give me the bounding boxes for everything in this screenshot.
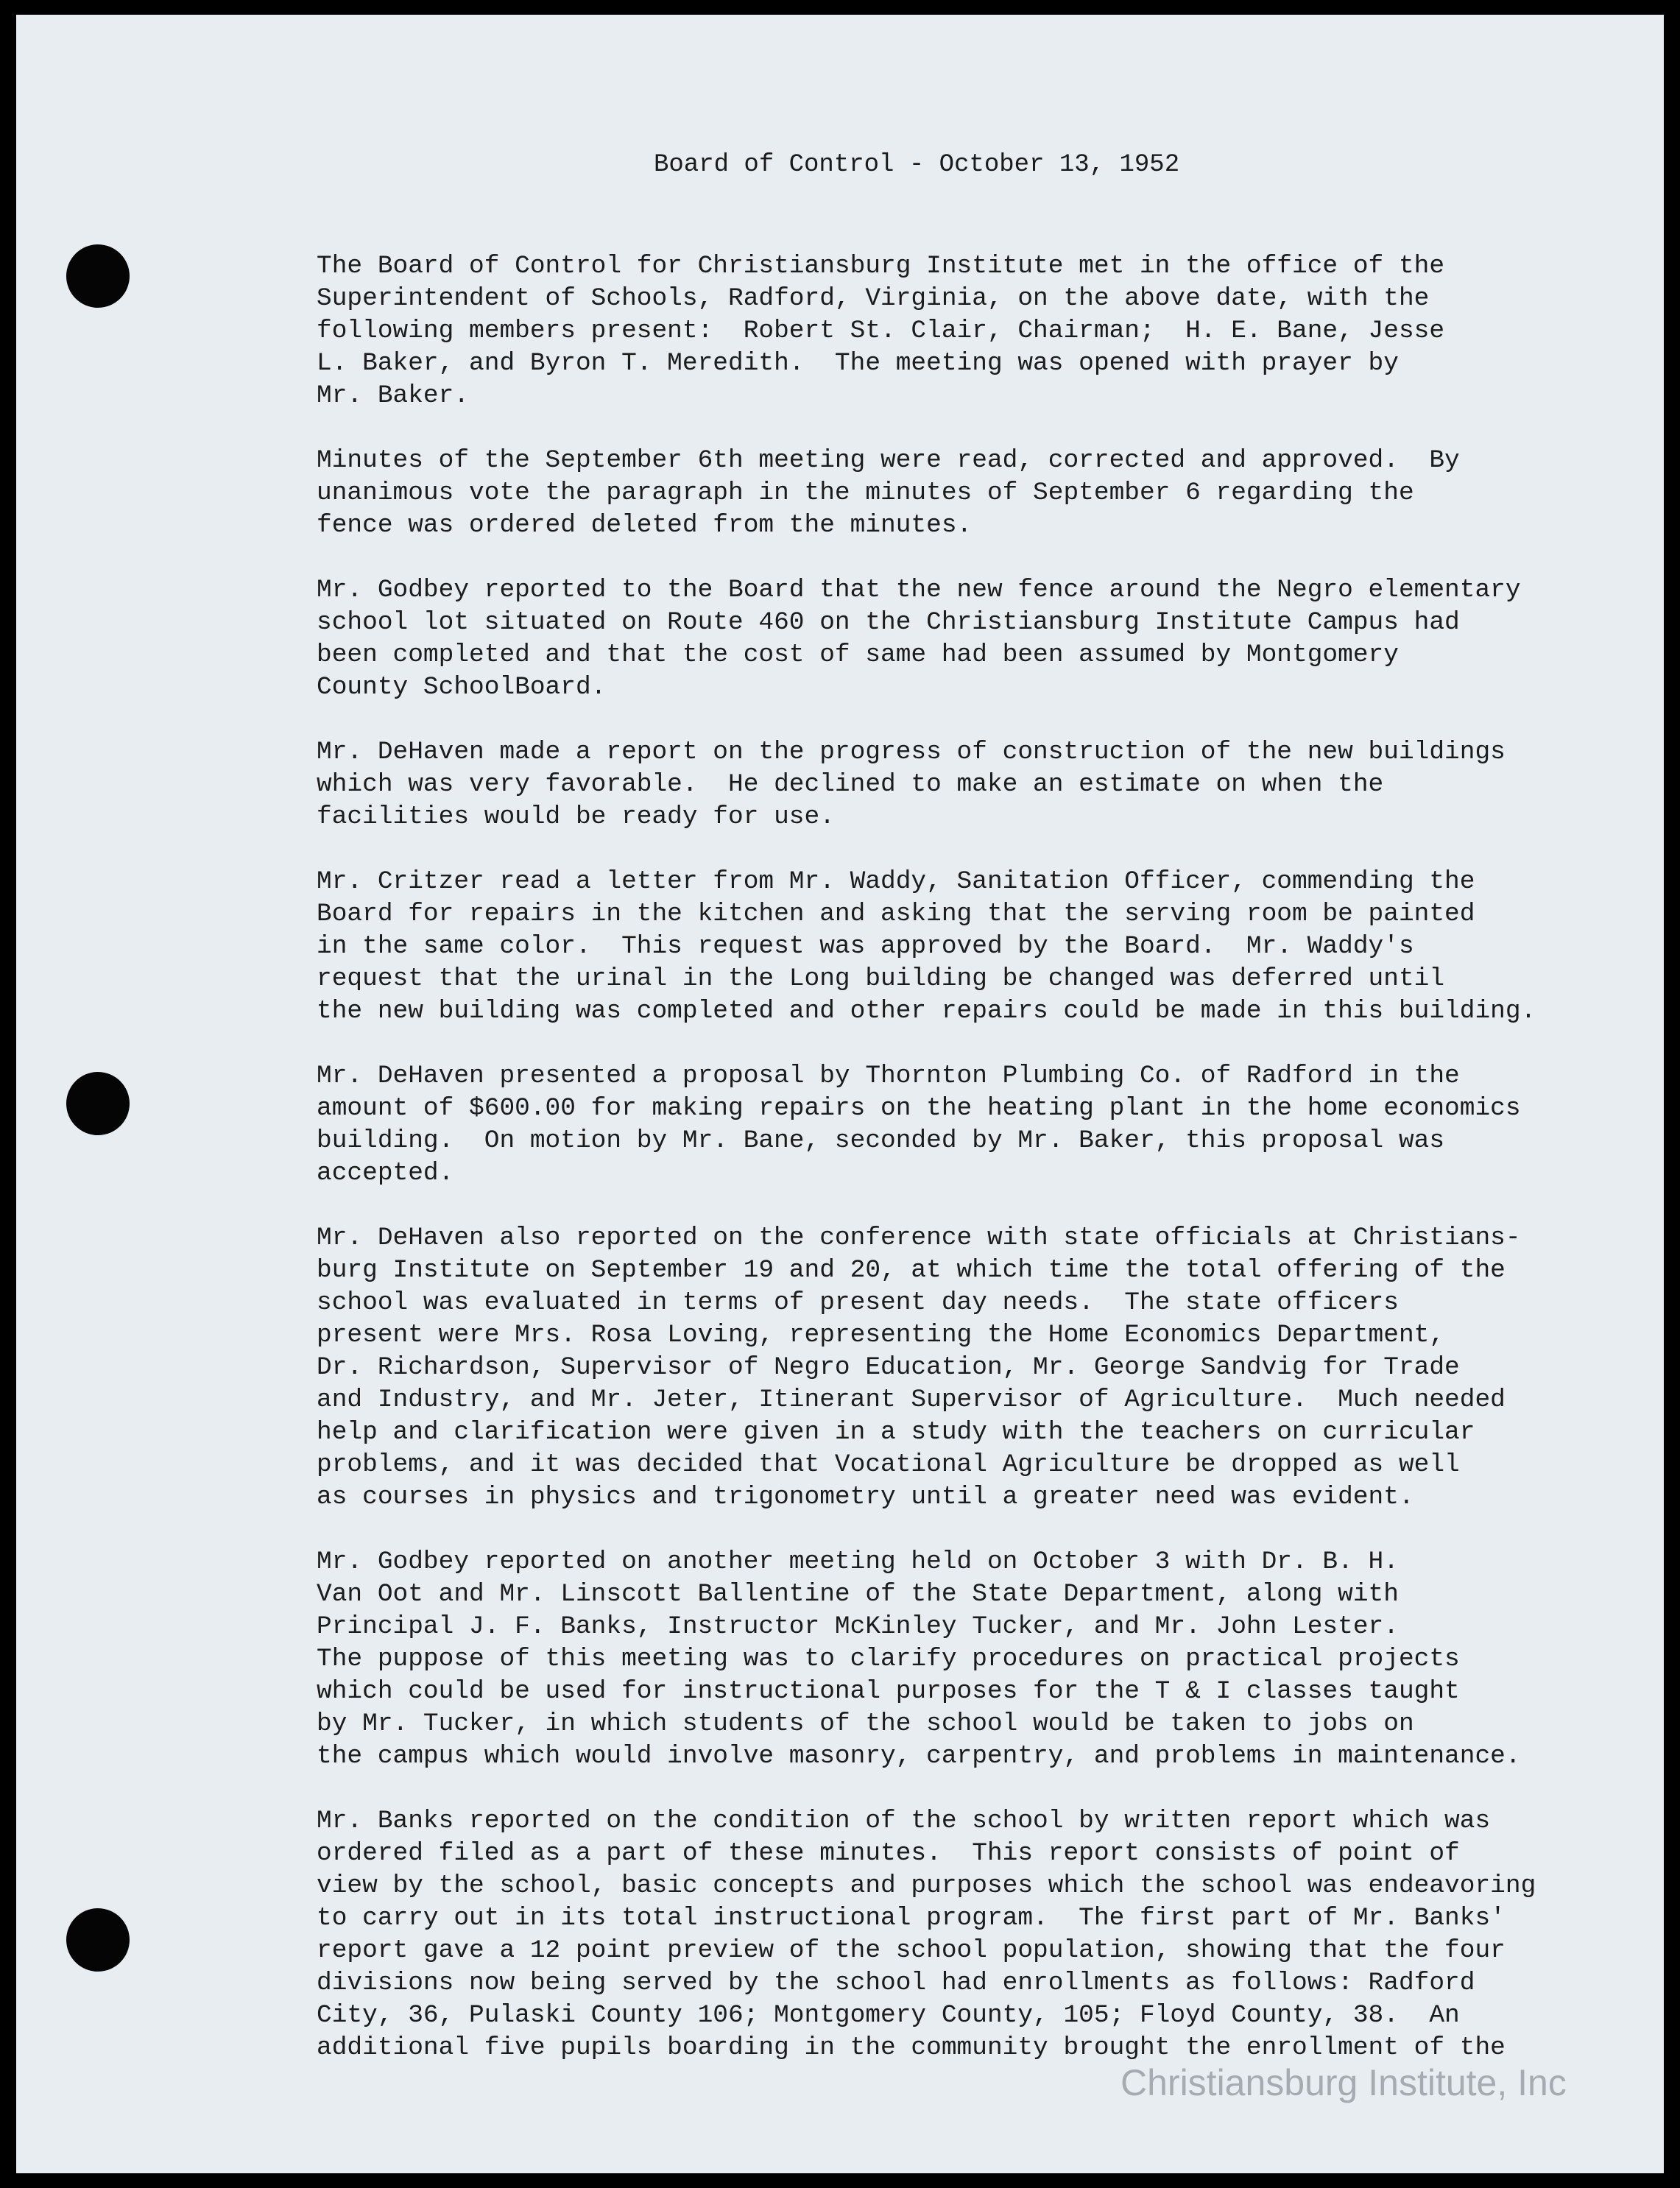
- punch-hole-bottom: [66, 1908, 130, 1972]
- paragraph-attendance: The Board of Control for Christiansburg Institute met in the office of the Superintendent of Schools, Radford, Virginia, on the above date, with the following members present: Robert St. Clair, Chairman; H. E. Bane, Jesse L. Baker, and Byron T. Meredith. The meeting was opened with prayer by Mr. Baker.: [317, 252, 1445, 410]
- paragraph-fence-report: Mr. Godbey reported to the Board that the new fence around the Negro elementary school lot situated on Route 460 on the Christiansburg Institute Campus had been completed and that the cost of same had been assumed by Montgomery County SchoolBoard.: [317, 576, 1521, 702]
- watermark-text: Christiansburg Institute, Inc: [1120, 2062, 1567, 2103]
- document-title: Board of Control - October 13, 1952: [654, 151, 1180, 179]
- paragraph-banks-report: Mr. Banks reported on the condition of the school by written report which was ordered filed as a part of these minutes. This report consists of point of view by the school, basic concepts and purposes which the school was endeavoring to carry out in its total instructional program. The first part of Mr. Banks' report gave a 12 point preview of the school population, showing that the four divisions now being served by the school had enrollments as follows: Radford City, 36, Pulaski County 106; Montgomery County, 105; Floyd County, 38. An additional five pupils boarding in the community brought the enrollment of the: [317, 1807, 1536, 2062]
- document-page: [16, 15, 1664, 2173]
- paragraph-state-conference: Mr. DeHaven also reported on the conference with state officials at Christians- burg Institute on September 19 and 20, at which time the total offering of the school was evaluated in terms of present day needs. The state officers present were Mrs. Rosa Loving, representing the Home Economics Department, Dr. Richardson, Supervisor of Negro Education, Mr. George Sandvig for Trade and Industry, and Mr. Jeter, Itinerant Supervisor of Agriculture. Much needed help and clarification were given in a study with the teachers on curricular problems, and it was decided that Vocational Agriculture be dropped as well as courses in physics and trigonometry until a greater need was evident.: [317, 1224, 1521, 1511]
- paragraph-sanitation-letter: Mr. Critzer read a letter from Mr. Waddy, Sanitation Officer, commending the Board for repairs in the kitchen and asking that the serving room be painted in the same color. This request was approved by the Board. Mr. Waddy's request that the urinal in the Long building be changed was deferred until the new building was completed and other repairs could be made in this building.: [317, 867, 1536, 1026]
- punch-hole-middle: [66, 1072, 130, 1135]
- paragraph-plumbing-proposal: Mr. DeHaven presented a proposal by Thornton Plumbing Co. of Radford in the amount of $600.00 for making repairs on the heating plant in the home economics building. On motion by Mr. Bane, seconded by Mr. Baker, this proposal was accepted.: [317, 1062, 1521, 1187]
- paragraph-minutes-approval: Minutes of the September 6th meeting were read, corrected and approved. By unanimous vote the paragraph in the minutes of September 6 regarding the fence was ordered deleted from the minutes.: [317, 446, 1460, 540]
- paragraph-october-meeting: Mr. Godbey reported on another meeting held on October 3 with Dr. B. H. Van Oot and Mr. Linscott Ballentine of the State Department, along with Principal J. F. Banks, Instructor McKinley Tucker, and Mr. John Lester. The puppose of this meeting was to clarify procedures on practical projects which could be used for instructional purposes for the T & I classes taught by Mr. Tucker, in which students of the school would be taken to jobs on the campus which would involve masonry, carpentry, and problems in maintenance.: [317, 1548, 1521, 1771]
- paragraph-construction-progress: Mr. DeHaven made a report on the progress of construction of the new buildings which was very favorable. He declined to make an estimate on when the facilities would be ready for use.: [317, 738, 1506, 831]
- punch-hole-top: [66, 244, 130, 308]
